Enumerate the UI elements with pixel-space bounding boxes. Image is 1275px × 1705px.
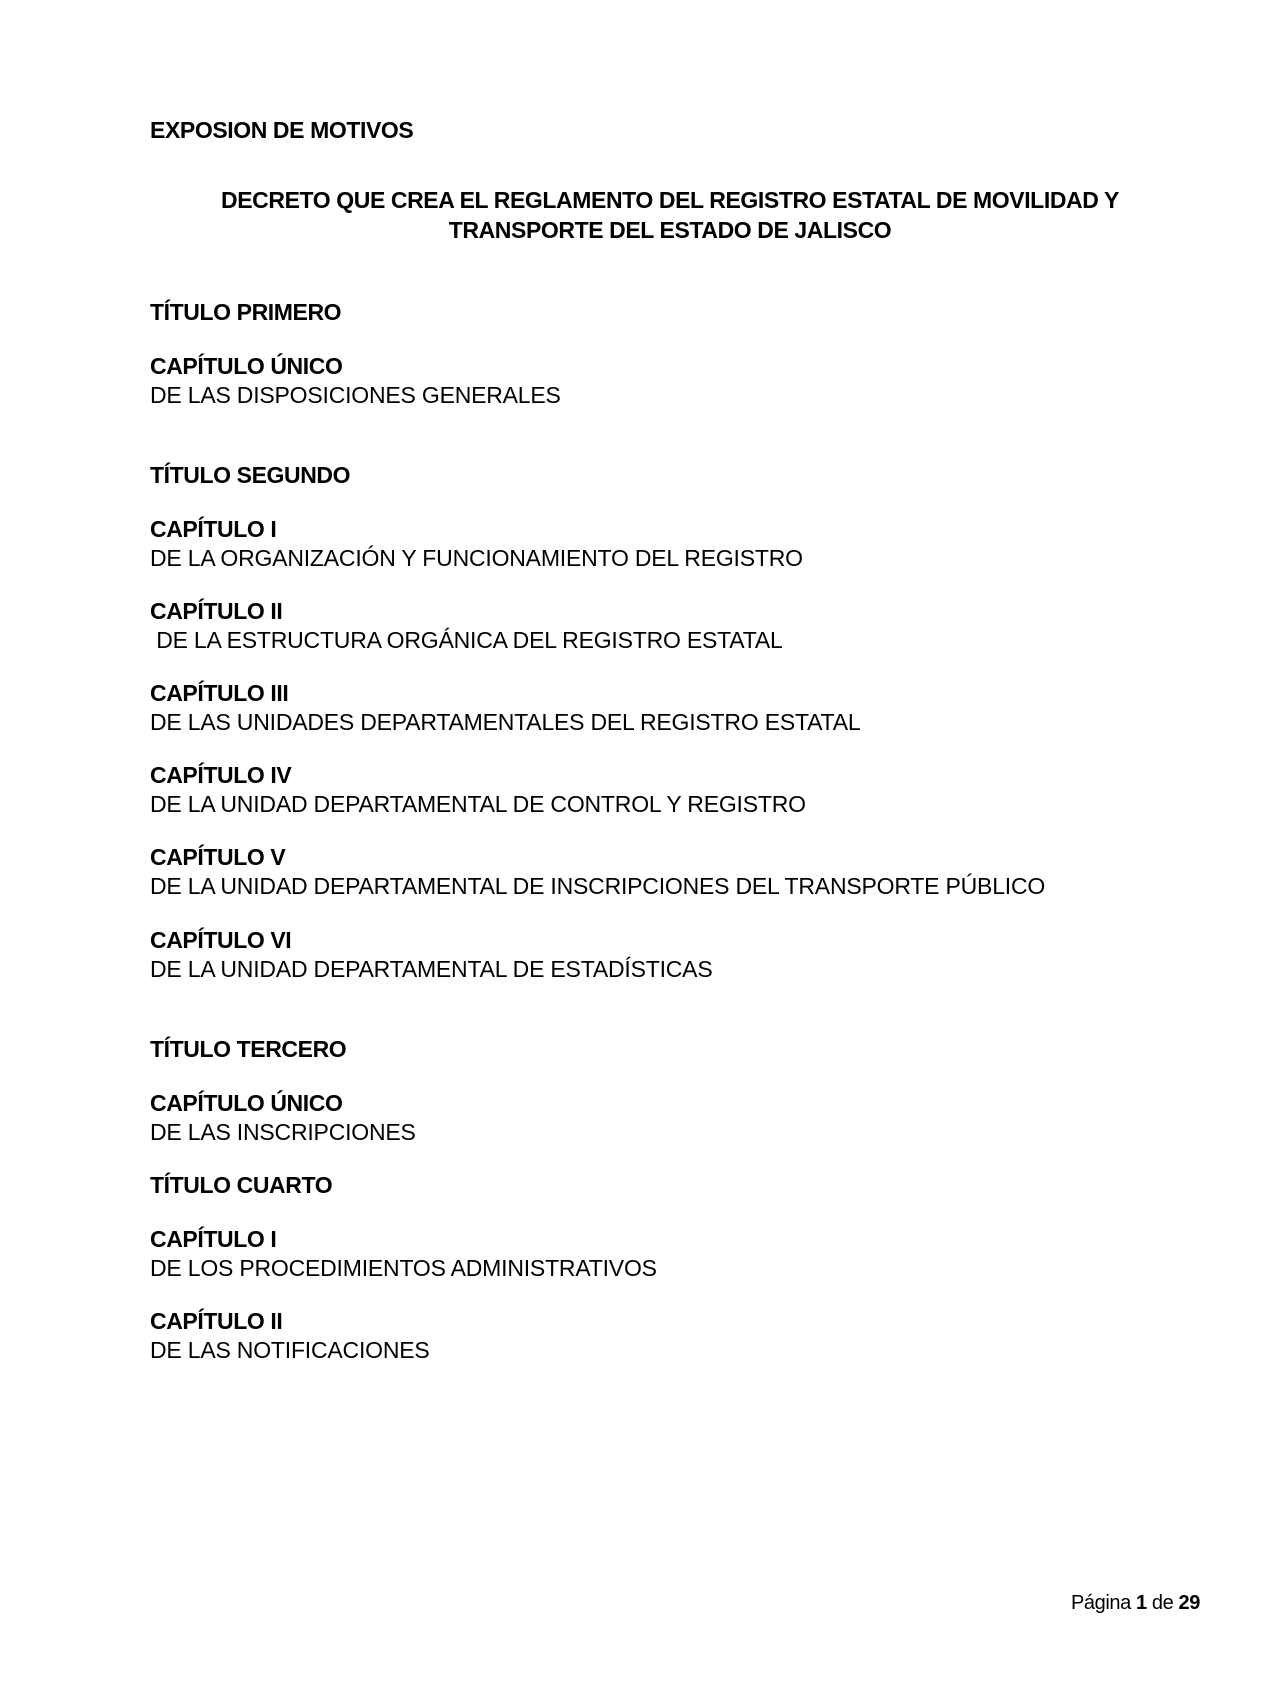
titulo-segundo-capitulo-1-label: CAPÍTULO I bbox=[150, 516, 277, 542]
titulo-segundo-label: TÍTULO SEGUNDO bbox=[150, 462, 351, 488]
titulo-primero-capitulo-unico-label: CAPÍTULO ÚNICO bbox=[150, 353, 343, 379]
page-number bbox=[1071, 1591, 1200, 1615]
titulo-segundo-capitulo-3-label: CAPÍTULO III bbox=[150, 680, 289, 706]
titulo-cuarto-capitulo-1-subject: DE LOS PROCEDIMIENTOS ADMINISTRATIVOS bbox=[150, 1255, 657, 1281]
heading-exposicion: EXPOSION DE MOTIVOS bbox=[150, 117, 414, 143]
current-page: 1 bbox=[1136, 1592, 1147, 1614]
titulo-segundo-capitulo-4-subject: DE LA UNIDAD DEPARTAMENTAL DE CONTROL Y REGISTRO bbox=[150, 791, 806, 817]
titulo-segundo-capitulo-4-label: CAPÍTULO IV bbox=[150, 762, 292, 788]
titulo-segundo-capitulo-1-subject: DE LA ORGANIZACIÓN Y FUNCIONAMIENTO DEL REGISTRO bbox=[150, 545, 803, 571]
page-separator: de bbox=[1151, 1592, 1174, 1614]
titulo-segundo-capitulo-5-subject: DE LA UNIDAD DEPARTAMENTAL DE INSCRIPCIONES DEL TRANSPORTE PÚBLICO bbox=[150, 873, 1046, 899]
titulo-primero-capitulo-unico-subject: DE LAS DISPOSICIONES GENERALES bbox=[150, 382, 561, 408]
titulo-cuarto-label: TÍTULO CUARTO bbox=[150, 1172, 333, 1198]
titulo-segundo-capitulo-3-subject: DE LAS UNIDADES DEPARTAMENTALES DEL REGISTRO ESTATAL bbox=[150, 709, 861, 735]
titulo-segundo-capitulo-2-label: CAPÍTULO II bbox=[150, 598, 283, 624]
titulo-cuarto-capitulo-2-label: CAPÍTULO II bbox=[150, 1308, 283, 1334]
titulo-segundo-capitulo-6-label: CAPÍTULO VI bbox=[150, 927, 292, 953]
titulo-tercero-capitulo-unico-subject: DE LAS INSCRIPCIONES bbox=[150, 1119, 416, 1145]
titulo-primero-label: TÍTULO PRIMERO bbox=[150, 299, 342, 325]
titulo-segundo-capitulo-5-label: CAPÍTULO V bbox=[150, 844, 286, 870]
total-pages: 29 bbox=[1178, 1592, 1200, 1614]
titulo-cuarto-capitulo-1-label: CAPÍTULO I bbox=[150, 1226, 277, 1252]
titulo-segundo-capitulo-6-subject: DE LA UNIDAD DEPARTAMENTAL DE ESTADÍSTICAS bbox=[150, 956, 713, 982]
page-prefix: Página bbox=[1070, 1592, 1131, 1614]
titulo-segundo-capitulo-2-subject: DE LA ESTRUCTURA ORGÁNICA DEL REGISTRO ESTATAL bbox=[150, 627, 783, 653]
decree-title-line-2: TRANSPORTE DEL ESTADO DE JALISCO bbox=[448, 217, 892, 243]
titulo-tercero-capitulo-unico-label: CAPÍTULO ÚNICO bbox=[150, 1090, 343, 1116]
decree-title-line-1: DECRETO QUE CREA EL REGLAMENTO DEL REGISTRO ESTATAL DE MOVILIDAD Y bbox=[221, 187, 1119, 213]
titulo-cuarto-capitulo-2-subject: DE LAS NOTIFICACIONES bbox=[150, 1337, 430, 1363]
titulo-tercero-label: TÍTULO TERCERO bbox=[150, 1036, 347, 1062]
